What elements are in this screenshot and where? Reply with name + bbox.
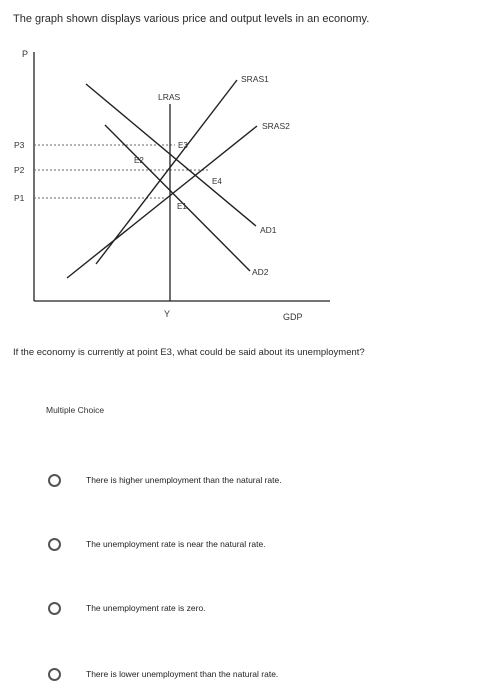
price-label-p3: P3	[14, 140, 25, 150]
answer-option-label: The unemployment rate is zero.	[86, 603, 206, 613]
price-label-p2: P2	[14, 165, 25, 175]
answer-option-4[interactable]	[48, 662, 468, 686]
answer-option-label: There is higher unemployment than the natural rate.	[86, 475, 282, 485]
ad2-label: AD2	[252, 267, 269, 277]
point-e1-label: E1	[177, 202, 187, 211]
sras2-label: SRAS2	[262, 121, 290, 131]
x-axis-label: GDP	[283, 312, 303, 322]
radio-circle-icon[interactable]	[48, 602, 61, 615]
sras2-curve	[67, 126, 257, 278]
sras1-label: SRAS1	[241, 74, 269, 84]
answer-option-1[interactable]	[48, 468, 468, 492]
x-tick-label-y: Y	[164, 309, 171, 319]
point-e2-label: E2	[134, 156, 144, 165]
price-label-p1: P1	[14, 193, 25, 203]
point-e4-label: E4	[212, 177, 222, 186]
ad1-curve	[86, 84, 256, 226]
radio-circle-icon[interactable]	[48, 668, 61, 681]
radio-circle-icon[interactable]	[48, 474, 61, 487]
answer-option-label: There is lower unemployment than the natural rate.	[86, 669, 279, 679]
ad1-label: AD1	[260, 225, 277, 235]
radio-circle-icon[interactable]	[48, 538, 61, 551]
answer-option-label: The unemployment rate is near the natural rate.	[86, 539, 266, 549]
multiple-choice-label: Multiple Choice	[46, 405, 105, 415]
lras-label: LRAS	[158, 92, 181, 102]
question-prompt: If the economy is currently at point E3, what could be said about its unemployment?	[13, 347, 365, 358]
answer-option-3[interactable]	[48, 596, 468, 620]
answer-option-2[interactable]	[48, 532, 468, 556]
point-e3-label: E3	[178, 141, 188, 150]
question-intro: The graph shown displays various price and output levels in an economy.	[13, 13, 370, 25]
y-axis-label: P	[22, 49, 29, 59]
ad-as-graph	[0, 38, 491, 328]
